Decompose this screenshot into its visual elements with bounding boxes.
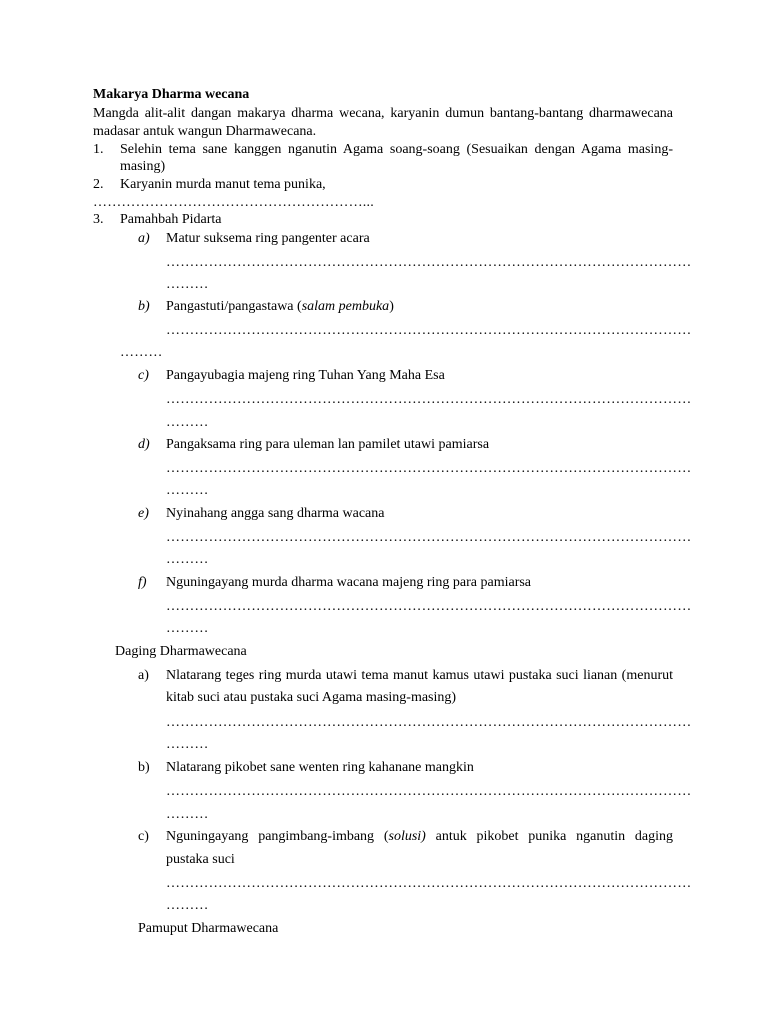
sub-a-dots: ………………………………………………………………………………………………… bbox=[166, 255, 692, 270]
daging-b-line-1: Nlatarang pikobet sane wenten ring kahanane mangkin bbox=[166, 760, 474, 775]
sub-d-letter: d) bbox=[138, 437, 150, 452]
sub-f-dots: ………………………………………………………………………………………………… bbox=[166, 599, 692, 614]
daging-a-dots: ………………………………………………………………………………………………… bbox=[166, 715, 692, 730]
item-2-text: Karyanin murda manut tema punika, bbox=[120, 177, 326, 192]
sub-b-dots-cont: ……… bbox=[120, 345, 163, 360]
sub-a-text: Matur suksema ring pangenter acara bbox=[166, 231, 370, 246]
item-1-number: 1. bbox=[93, 142, 104, 157]
daging-a-dots-cont: ……… bbox=[166, 737, 209, 752]
sub-d-text: Pangaksama ring para uleman lan pamilet utawi pamiarsa bbox=[166, 437, 490, 452]
daging-c-letter: c) bbox=[138, 829, 149, 844]
daging-a-letter: a) bbox=[138, 668, 149, 683]
document-title: Makarya Dharma wecana bbox=[93, 87, 250, 102]
sub-c-dots-cont: ……… bbox=[166, 415, 209, 430]
sub-e-dots: ………………………………………………………………………………………………… bbox=[166, 530, 692, 545]
sub-f-letter: f) bbox=[138, 575, 147, 590]
sub-c-dots: ………………………………………………………………………………………………… bbox=[166, 392, 692, 407]
item-2-number: 2. bbox=[93, 177, 104, 192]
sub-f-text: Nguningayang murda dharma wacana majeng ring para pamiarsa bbox=[166, 575, 532, 590]
item-3-text: Pamahbah Pidarta bbox=[120, 212, 222, 227]
pamuput-heading: Pamuput Dharmawecana bbox=[138, 921, 279, 936]
daging-c-dots-cont: ……… bbox=[166, 898, 209, 913]
daging-c-italic: solusi) bbox=[388, 829, 426, 844]
intro-line-2: madasar antuk wangun Dharmawecana. bbox=[93, 124, 317, 139]
sub-a-letter: a) bbox=[138, 231, 150, 246]
daging-b-letter: b) bbox=[138, 760, 150, 775]
item-3-number: 3. bbox=[93, 212, 104, 227]
sub-a-dots-cont: ……… bbox=[166, 277, 209, 292]
sub-c-text: Pangayubagia majeng ring Tuhan Yang Maha Esa bbox=[166, 368, 445, 383]
sub-b-text: Pangastuti/pangastawa (salam pembuka) bbox=[166, 299, 394, 314]
daging-b-dots: ………………………………………………………………………………………………… bbox=[166, 784, 692, 799]
sub-e-dots-cont: ……… bbox=[166, 552, 209, 567]
item-1-line-2: masing) bbox=[120, 159, 166, 174]
sub-e-text: Nyinahang angga sang dharma wacana bbox=[166, 506, 385, 521]
intro-line-1: Mangda alit-alit dangan makarya dharma wecana, karyanin dumun bantang-bantang dharmawecana bbox=[93, 106, 673, 121]
daging-c-line-2: pustaka suci bbox=[166, 852, 235, 867]
daging-a-line-1: Nlatarang teges ring murda utawi tema manut kamus utawi pustaka suci lianan (menurut bbox=[166, 668, 673, 683]
sub-b-letter: b) bbox=[138, 299, 150, 314]
daging-b-dots-cont: ……… bbox=[166, 807, 209, 822]
daging-c-line-1: Nguningayang pangimbang-imbang (solusi) antuk pikobet punika nganutin daging bbox=[166, 829, 674, 844]
sub-e-letter: e) bbox=[138, 506, 149, 521]
daging-heading: Daging Dharmawecana bbox=[115, 644, 247, 659]
sub-f-dots-cont: ……… bbox=[166, 621, 209, 636]
sub-b-dots: ………………………………………………………………………………………………… bbox=[166, 323, 692, 338]
sub-c-letter: c) bbox=[138, 368, 149, 383]
sub-d-dots: ………………………………………………………………………………………………… bbox=[166, 461, 692, 476]
daging-a-line-2: kitab suci atau pustaka suci Agama masing-masing) bbox=[166, 690, 457, 705]
item-2-dots: …………………………………………………... bbox=[93, 195, 374, 210]
sub-d-dots-cont: ……… bbox=[166, 483, 209, 498]
item-1-line-1: Selehin tema sane kanggen nganutin Agama soang-soang (Sesuaikan dengan Agama masing- bbox=[120, 142, 673, 157]
daging-c-dots: ………………………………………………………………………………………………… bbox=[166, 876, 692, 891]
sub-b-italic: salam pembuka bbox=[301, 299, 390, 314]
